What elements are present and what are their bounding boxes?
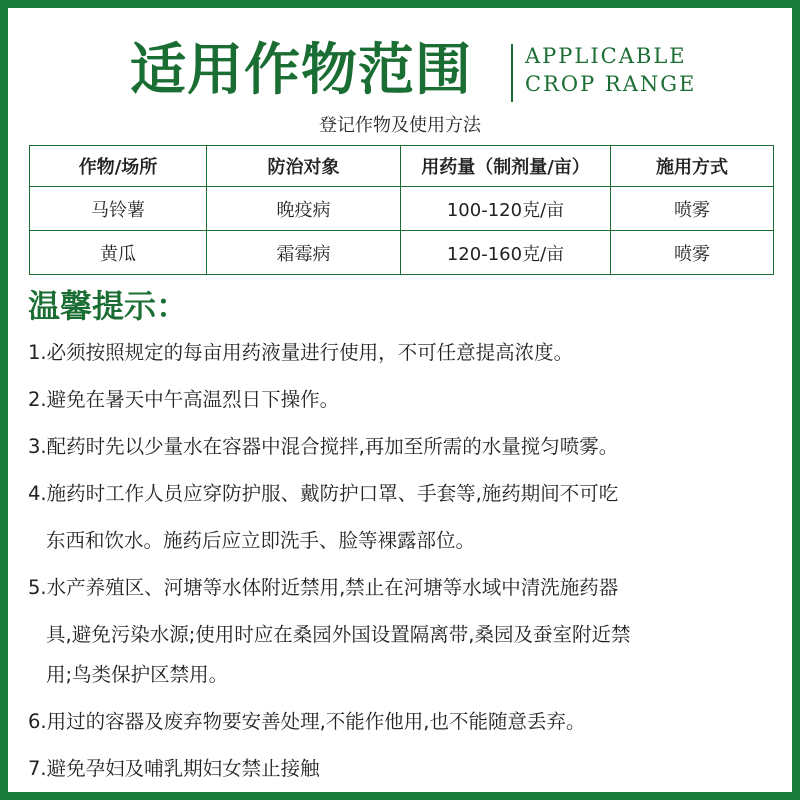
column-header-method: 施用方式 <box>611 146 774 187</box>
table-cell: 马铃薯 <box>30 187 207 231</box>
english-title-line-1: APPLICABLE <box>525 44 687 68</box>
tip-line: 用;鸟类保护区禁用。 <box>46 663 229 686</box>
tip-line: 具,避免污染水源;使用时应在桑园外国设置隔离带,桑园及蚕室附近禁 <box>46 623 631 646</box>
title-divider <box>511 44 513 102</box>
table-cell: 晚疫病 <box>207 187 401 231</box>
table-cell: 黄瓜 <box>30 231 207 275</box>
tip-line: 3.配药时先以少量水在容器中混合搅拌,再加至所需的水量搅匀喷雾。 <box>28 435 619 458</box>
tip-line: 2.避免在暑天中午高温烈日下操作。 <box>28 388 340 411</box>
registration-table <box>29 145 774 275</box>
product-info-card <box>8 8 792 792</box>
table-caption: 登记作物及使用方法 <box>319 115 481 136</box>
tip-line: 5.水产养殖区、河塘等水体附近禁用,禁止在河塘等水域中清洗施药器 <box>28 576 619 599</box>
column-header-target: 防治对象 <box>207 146 401 187</box>
column-header-crop: 作物/场所 <box>30 146 207 187</box>
table-cell: 100-120克/亩 <box>401 187 611 231</box>
english-title <box>525 42 696 98</box>
page-title: 适用作物范围 <box>130 37 472 103</box>
table-cell: 120-160克/亩 <box>401 231 611 275</box>
table-row <box>30 187 774 231</box>
tip-line: 7.避免孕妇及哺乳期妇女禁止接触 <box>28 757 320 780</box>
tip-line: 东西和饮水。施药后应立即洗手、脸等裸露部位。 <box>46 529 476 552</box>
table-row <box>30 231 774 275</box>
table-cell: 霜霉病 <box>207 231 401 275</box>
tip-line: 1.必须按照规定的每亩用药液量进行使用，不可任意提高浓度。 <box>28 341 574 364</box>
table-cell: 喷雾 <box>611 231 774 275</box>
table-cell: 喷雾 <box>611 187 774 231</box>
table-header-row <box>30 146 774 187</box>
header <box>8 30 792 110</box>
tip-line: 4.施药时工作人员应穿防护服、戴防护口罩、手套等,施药期间不可吃 <box>28 482 619 505</box>
tips-title: 温馨提示： <box>28 287 189 325</box>
tip-line: 6.用过的容器及废弃物要安善处理,不能作他用,也不能随意丢弃。 <box>28 710 586 733</box>
column-header-dosage: 用药量（制剂量/亩） <box>401 146 611 187</box>
english-title-line-2: CROP RANGE <box>525 72 697 96</box>
